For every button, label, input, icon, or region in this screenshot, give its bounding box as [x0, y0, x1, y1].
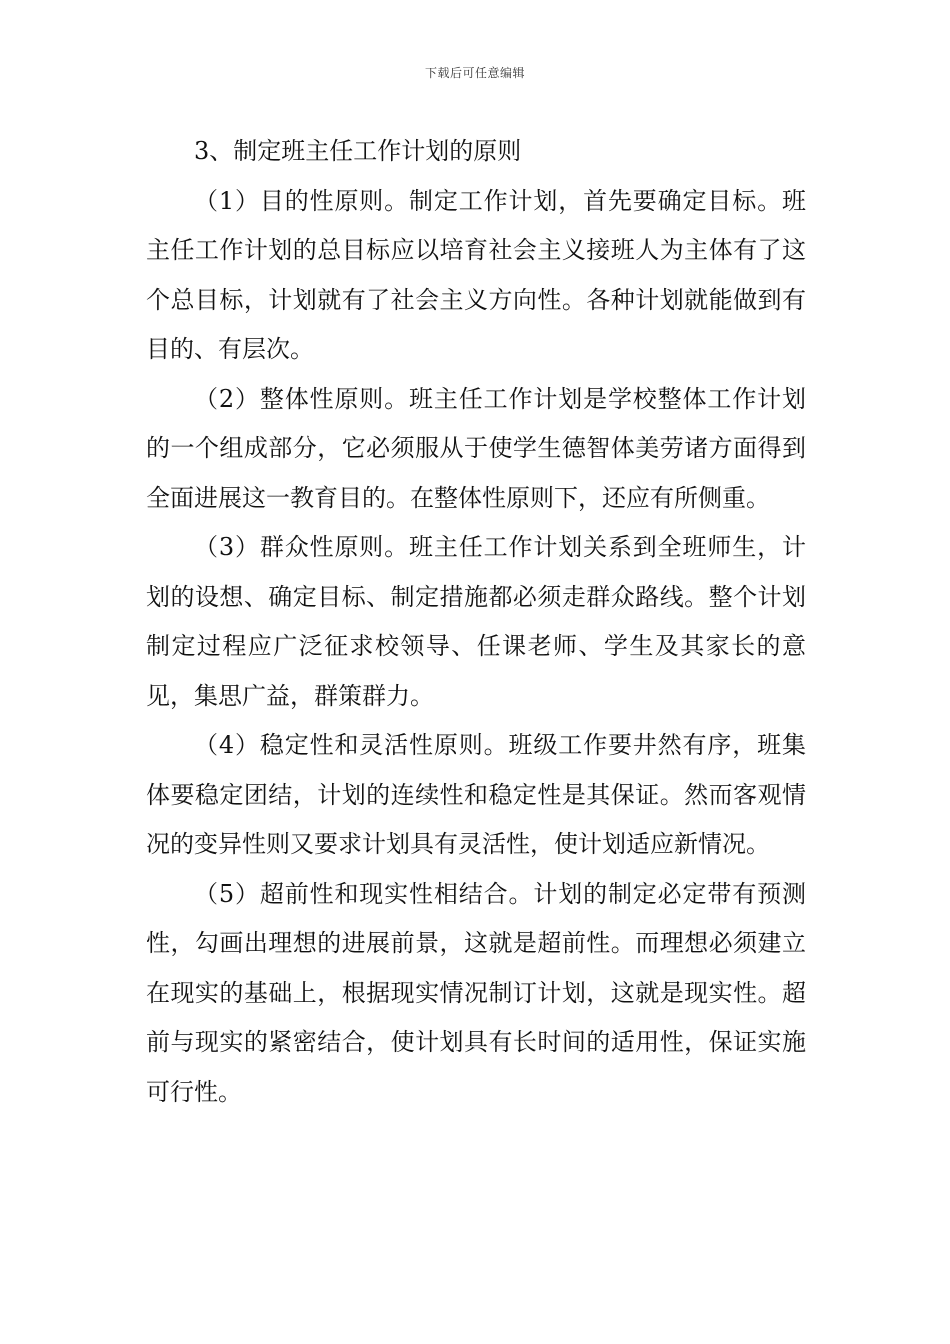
paragraph-purpose: （1）目的性原则。制定工作计划，首先要确定目标。班主任工作计划的总目标应以培育社会主义接班人为主体有了这个总目标，计划就有了社会主义方向性。各种计划就能做到有目的、有层次。 — [146, 186, 806, 363]
paragraph-mass: （3）群众性原则。班主任工作计划关系到全班师生，计划的设想、确定目标、制定措施都必须走群众路线。整个计划制定过程应广泛征求校领导、任课老师、学生及其家长的意见，集思广益，群策群力。 — [146, 533, 806, 710]
header-note: 下载后可任意编辑 — [424, 66, 525, 80]
paragraph-foresight: （5）超前性和现实性相结合。计划的制定必定带有预测性，勾画出理想的进展前景，这就是超前性。而理想必须建立在现实的基础上，根据现实情况制订计划，这就是现实性。超前与现实的紧密结合，使计划具有长时间的适用性，保证实施可行性。 — [146, 879, 806, 1106]
section-heading: 3、制定班主任工作计划的原则 — [194, 137, 522, 165]
document-body — [146, 127, 806, 1117]
paragraph-stability: （4）稳定性和灵活性原则。班级工作要井然有序，班集体要稳定团结，计划的连续性和稳定性是其保证。然而客观情况的变异性则又要求计划具有灵活性，使计划适应新情况。 — [146, 731, 806, 858]
paragraph-integrity: （2）整体性原则。班主任工作计划是学校整体工作计划的一个组成部分，它必须服从于使学生德智体美劳诸方面得到全面进展这一教育目的。在整体性原则下，还应有所侧重。 — [146, 384, 806, 512]
